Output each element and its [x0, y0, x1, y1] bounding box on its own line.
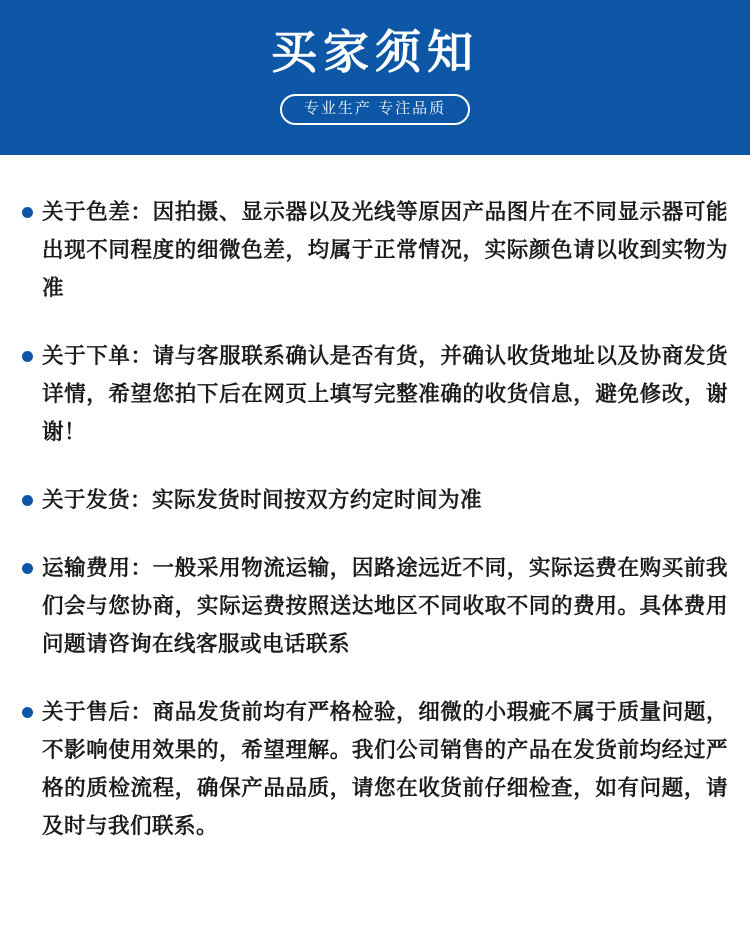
notice-text: 运输费用：一般采用物流运输，因路途远近不同，实际运费在购买前我们会与您协商，实际运费按照送达地区不同收取不同的费用。具体费用问题请咨询在线客服或电话联系	[42, 556, 728, 656]
bullet-dot-icon	[22, 495, 33, 506]
slogan-pill	[280, 94, 470, 125]
notice-text: 关于售后：商品发货前均有严格检验，细微的小瑕疵不属于质量问题，不影响使用效果的，希望理解。我们公司销售的产品在发货前均经过严格的质检流程，确保产品品质，请您在收货前仔细检查，如有问题，请及时与我们联系。	[42, 700, 728, 838]
notice-text: 关于下单：请与客服联系确认是否有货，并确认收货地址以及协商发货详情，希望您拍下后在网页上填写完整准确的收货信息，避免修改，谢谢！	[42, 344, 728, 444]
notice-item-freight	[22, 549, 728, 663]
page-title: 买家须知	[271, 26, 479, 78]
notice-content	[0, 155, 750, 845]
notice-item-after-sales	[22, 693, 728, 845]
notice-item-shipping	[22, 481, 728, 519]
header-banner	[0, 0, 750, 155]
bullet-dot-icon	[22, 563, 33, 574]
bullet-dot-icon	[22, 351, 33, 362]
bullet-dot-icon	[22, 207, 33, 218]
slogan-text: 专业生产 专注品质	[303, 99, 447, 117]
notice-text: 关于色差：因拍摄、显示器以及光线等原因产品图片在不同显示器可能出现不同程度的细微色差，均属于正常情况，实际颜色请以收到实物为准	[42, 200, 728, 300]
notice-item-ordering	[22, 337, 728, 451]
bullet-dot-icon	[22, 707, 33, 718]
notice-text: 关于发货：实际发货时间按双方约定时间为准	[42, 488, 483, 512]
notice-item-color-difference	[22, 193, 728, 307]
